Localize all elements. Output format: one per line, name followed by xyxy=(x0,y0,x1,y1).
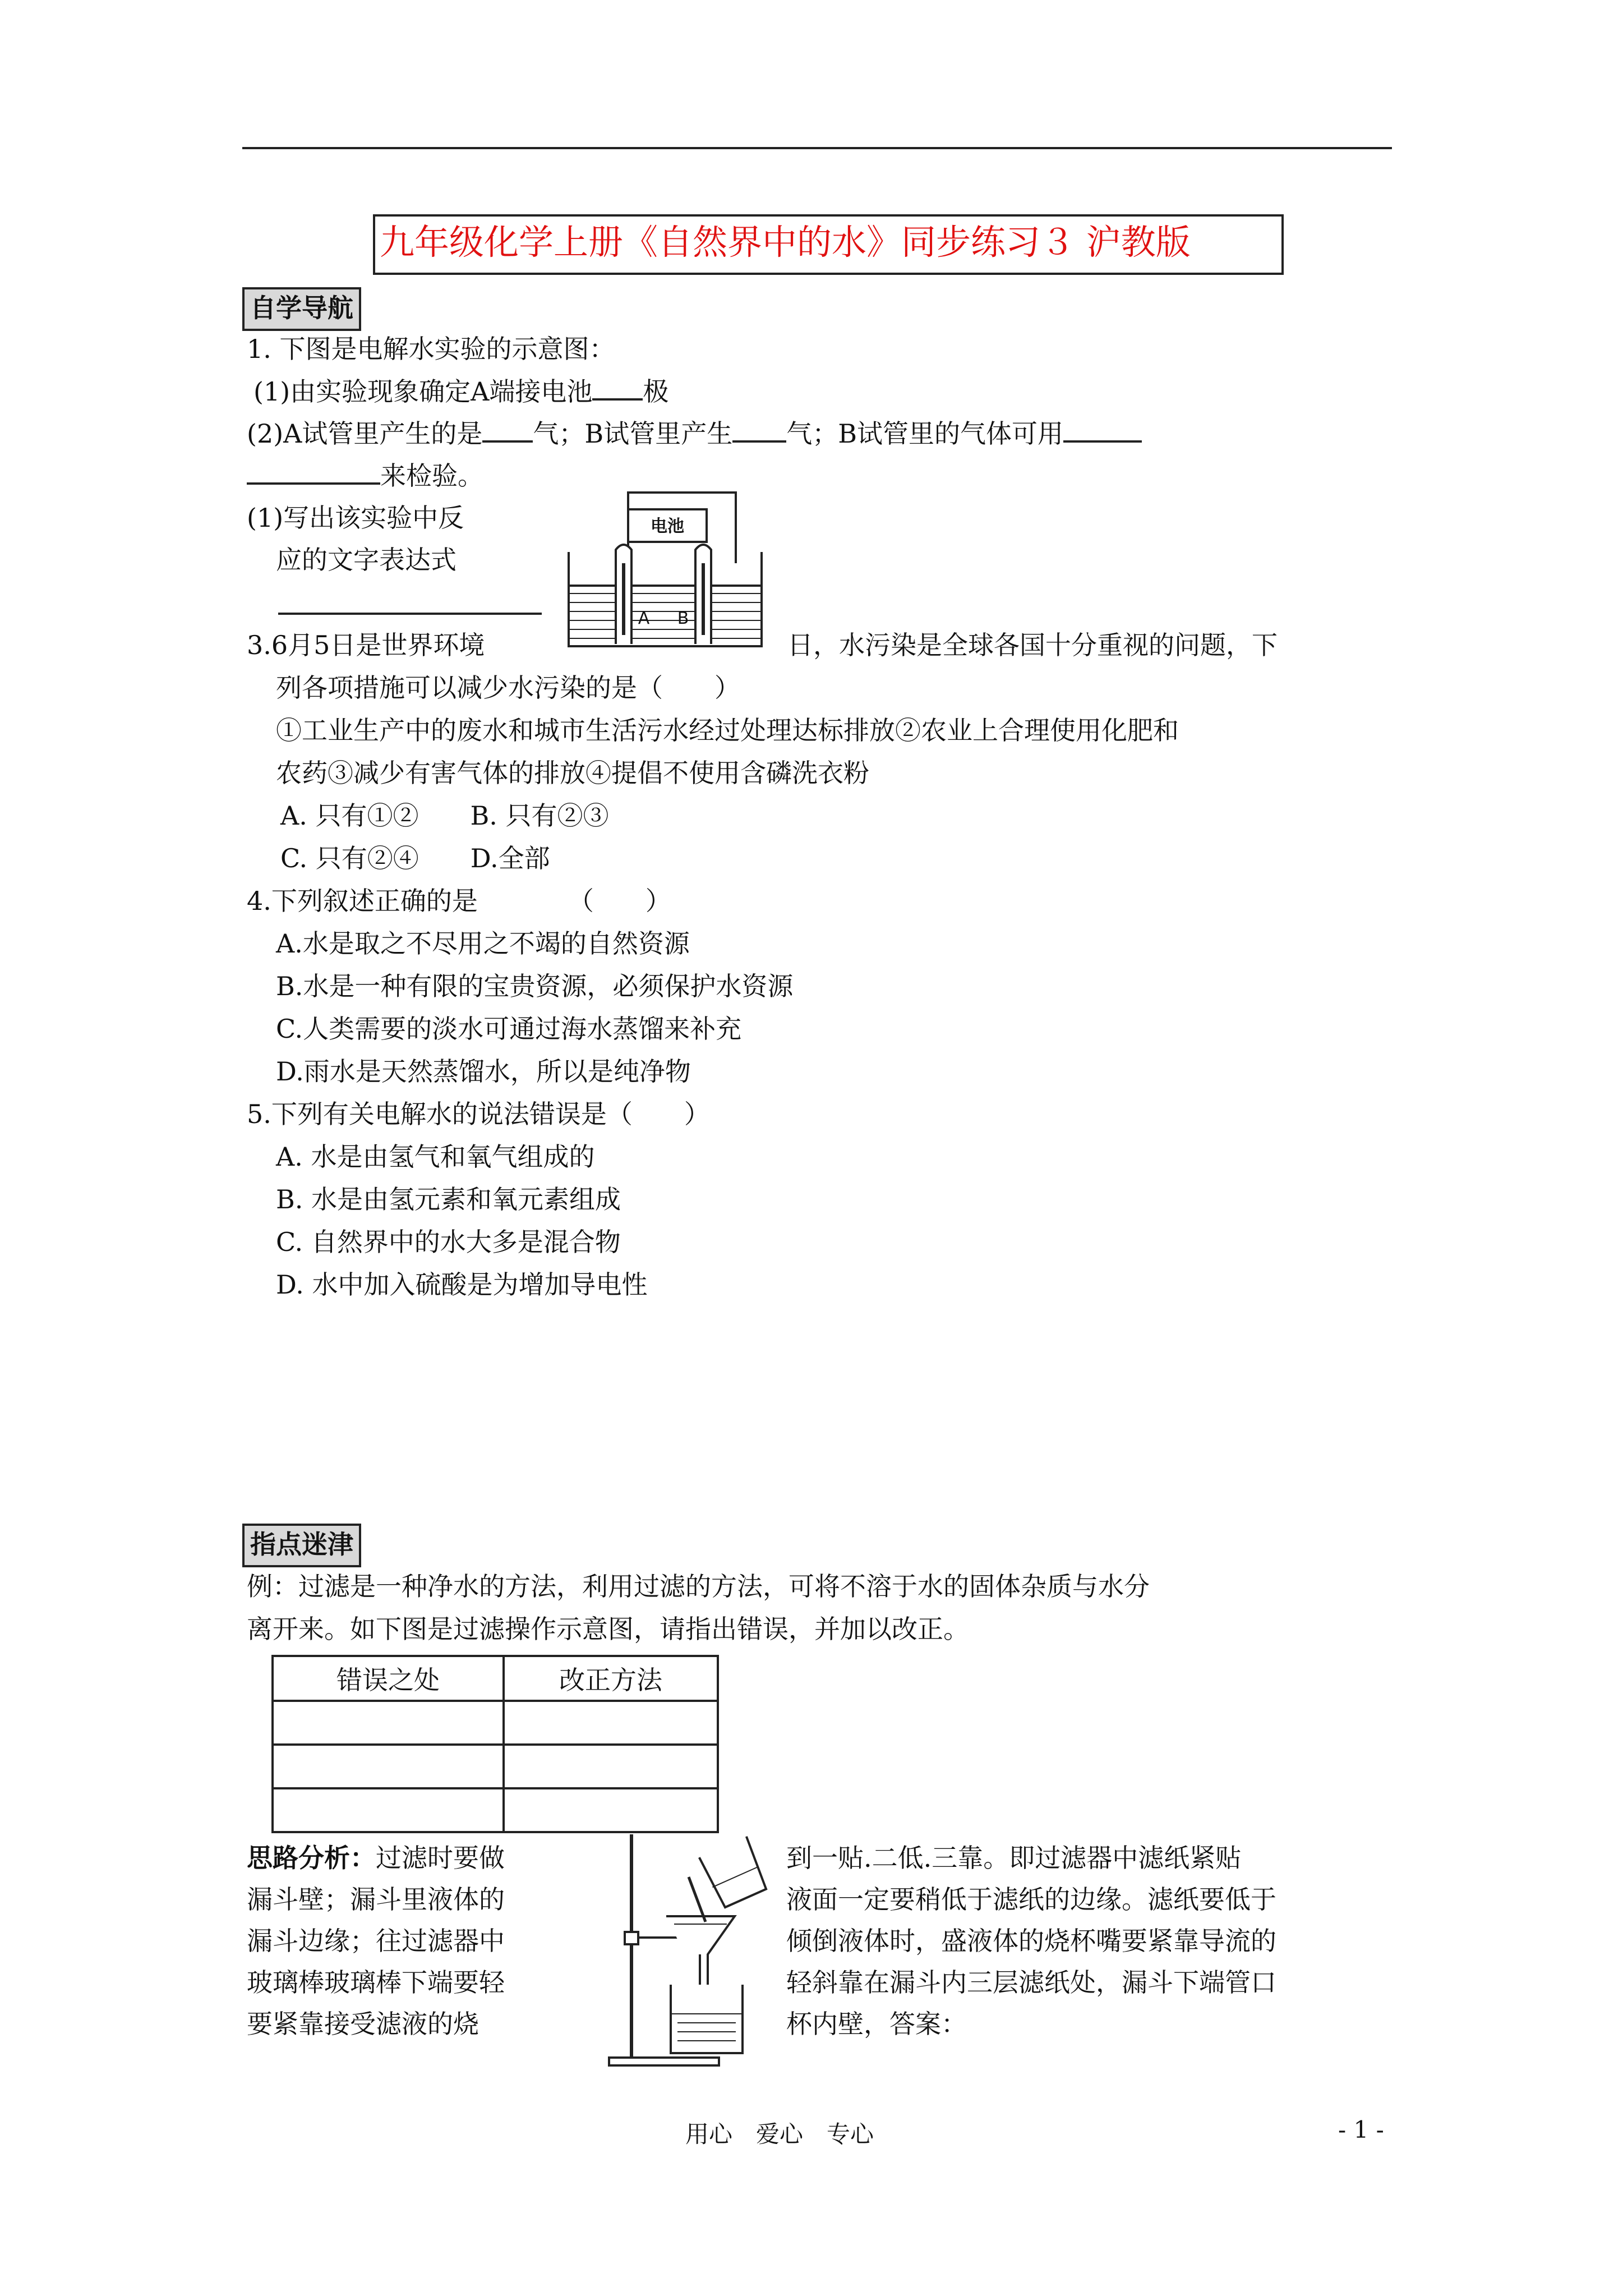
analysis-right-1: 到一贴.二低.三靠。即过滤器中滤纸紧贴 xyxy=(786,1843,1242,1873)
table-cell[interactable] xyxy=(504,1745,718,1788)
analysis-left-2: 漏斗壁；漏斗里液体的 xyxy=(247,1884,505,1915)
q3-stem-c: 列各项措施可以减少水污染的是（ ） xyxy=(276,673,740,703)
q4-option-b: B.水是一种有限的宝贵资源，必须保护水资源 xyxy=(276,971,794,1001)
q5-option-b: B. 水是由氢元素和氧元素组成 xyxy=(276,1184,621,1214)
electrode-label-b: B xyxy=(677,609,689,628)
analysis-left-5: 要紧靠接受滤液的烧 xyxy=(247,2009,479,2039)
q4-option-a: A.水是取之不尽用之不竭的自然资源 xyxy=(276,928,690,959)
example-line-1: 例：过滤是一种净水的方法，利用过滤的方法，可将不溶于水的固体杂质与水分 xyxy=(247,1571,1150,1602)
answer-blank xyxy=(247,458,380,485)
example-line-2: 离开来。如下图是过滤操作示意图，请指出错误，并加以改正。 xyxy=(247,1614,969,1644)
analysis-right-3: 倾倒液体时，盛液体的烧杯嘴要紧靠导流的 xyxy=(786,1926,1276,1956)
analysis-right-4: 轻斜靠在漏斗内三层滤纸处，漏斗下端管口 xyxy=(786,1967,1276,1998)
electrolysis-apparatus-figure xyxy=(561,484,774,659)
answer-table xyxy=(271,1655,719,1833)
q1-part1-text: (1)由实验现象确定A端接电池 xyxy=(253,376,593,407)
answer-blank xyxy=(732,416,786,443)
q5-stem: 5.下列有关电解水的说法错误是（ ） xyxy=(247,1099,710,1129)
q1-part3-a: (1)写出该实验中反 xyxy=(247,503,464,533)
q4-option-c: C.人类需要的淡水可通过海水蒸馏来补充 xyxy=(276,1014,742,1044)
table-cell[interactable] xyxy=(273,1701,504,1745)
table-header-error: 错误之处 xyxy=(273,1656,504,1701)
answer-blank xyxy=(482,416,533,443)
analysis-right-5: 杯内壁，答案： xyxy=(786,2009,967,2039)
section-tag-self-study: 自学导航 xyxy=(242,287,361,331)
answer-blank xyxy=(592,374,643,401)
table-cell[interactable] xyxy=(273,1788,504,1832)
q1-part3-b: 应的文字表达式 xyxy=(276,545,457,575)
page-title: 九年级化学上册《自然界中的水》同步练习３ 沪教版 xyxy=(373,214,1284,275)
header-rule xyxy=(242,147,1392,149)
answer-blank-equation xyxy=(278,588,542,615)
q4-option-d: D.雨水是天然蒸馏水，所以是纯净物 xyxy=(276,1056,691,1087)
q3-body-2: 农药③减少有害气体的排放④提倡不使用含磷洗衣粉 xyxy=(276,758,869,788)
battery-label: 电池 xyxy=(651,517,684,536)
table-cell[interactable] xyxy=(504,1701,718,1745)
q5-option-a: A. 水是由氢气和氧气组成的 xyxy=(276,1142,595,1172)
q5-option-c: C. 自然界中的水大多是混合物 xyxy=(276,1227,621,1257)
table-cell[interactable] xyxy=(273,1745,504,1788)
q1-part2 xyxy=(247,416,1142,450)
section-tag-guidance: 指点迷津 xyxy=(242,1524,361,1567)
filtration-apparatus-figure xyxy=(605,1823,784,2070)
q1-part1-tail: 极 xyxy=(643,376,669,407)
footer-motto: 用心 爱心 专心 xyxy=(685,2120,874,2148)
q1-part2-continued xyxy=(247,458,483,493)
analysis-left-1 xyxy=(247,1841,505,1875)
q3-body-1: ①工业生产中的废水和城市生活污水经过处理达标排放②农业上合理使用化肥和 xyxy=(276,715,1179,746)
q5-option-d: D. 水中加入硫酸是为增加导电性 xyxy=(276,1269,648,1300)
table-header-correction: 改正方法 xyxy=(504,1656,718,1701)
analysis-label: 思路分析： xyxy=(247,1843,376,1873)
q4-stem: 4.下列叙述正确的是 （ ） xyxy=(247,886,671,916)
q1-stem: 1. 下图是电解水实验的示意图： xyxy=(247,334,615,364)
table-row xyxy=(273,1745,718,1788)
analysis-left-3: 漏斗边缘；往过滤器中 xyxy=(247,1926,505,1956)
q3-options-cd: C. 只有②④ D.全部 xyxy=(280,843,550,873)
answer-blank xyxy=(1063,416,1142,443)
analysis-left-text-1: 过滤时要做 xyxy=(376,1843,505,1873)
q3-stem-b: 日，水污染是全球各国十分重视的问题，下 xyxy=(787,630,1278,660)
q3-options-ab: A. 只有①② B. 只有②③ xyxy=(280,800,609,831)
q1-part1 xyxy=(253,374,668,408)
page-number: - 1 - xyxy=(1338,2116,1384,2143)
q1-part2-b: 气；B试管里产生 xyxy=(533,418,733,449)
analysis-left-4: 玻璃棒玻璃棒下端要轻 xyxy=(247,1967,505,1998)
q1-part2-a: (2)A试管里产生的是 xyxy=(247,418,483,449)
q1-part2-tail: 来检验。 xyxy=(380,461,483,491)
electrode-label-a: A xyxy=(638,609,650,628)
analysis-right-2: 液面一定要稍低于滤纸的边缘。滤纸要低于 xyxy=(786,1884,1276,1915)
table-row xyxy=(273,1701,718,1745)
q3-stem-a: 3.6月5日是世界环境 xyxy=(247,630,485,660)
q1-part2-c: 气；B试管里的气体可用 xyxy=(786,418,1064,449)
